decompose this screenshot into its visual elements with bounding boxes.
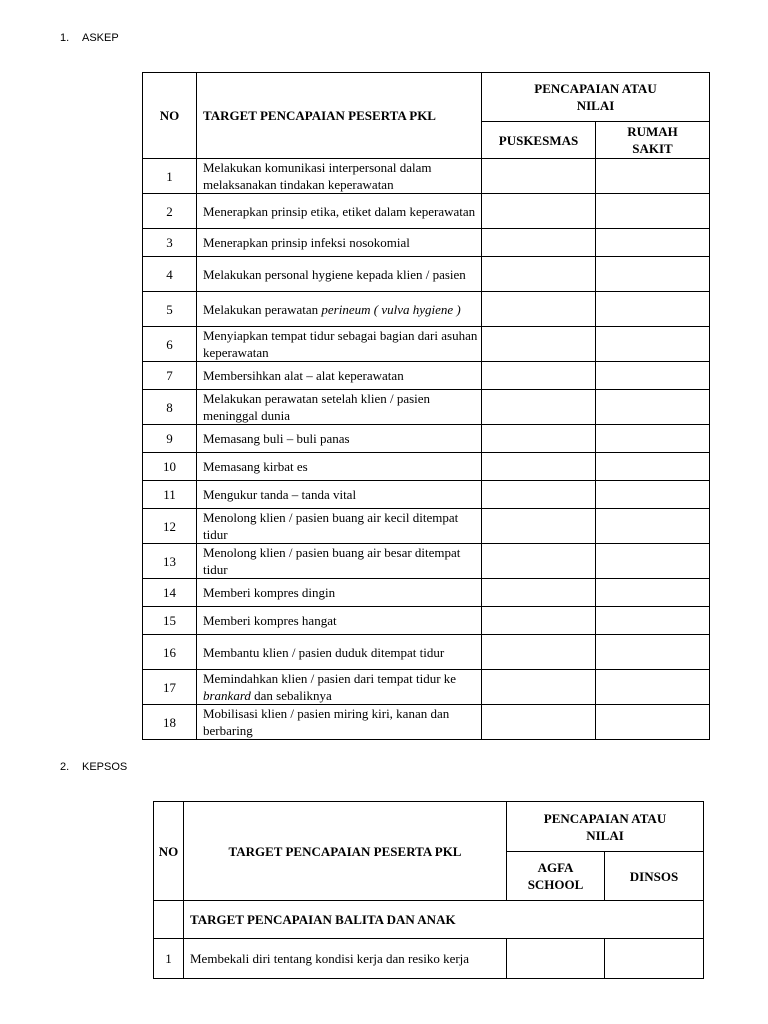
row-number: 10 <box>143 453 197 481</box>
score-cell-2 <box>596 579 710 607</box>
header-dinsos: DINSOS <box>605 852 704 901</box>
score-cell-2 <box>596 635 710 670</box>
score-cell-1 <box>482 362 596 390</box>
row-number: 9 <box>143 425 197 453</box>
row-target-text: Melakukan komunikasi interpersonal dalam melaksanakan tindakan keperawatan <box>197 159 482 194</box>
table-row <box>143 425 710 453</box>
score-cell-1 <box>482 159 596 194</box>
table-row <box>143 481 710 509</box>
row-target-text: Menyiapkan tempat tidur sebagai bagian dari asuhan keperawatan <box>197 327 482 362</box>
section-1-heading <box>60 32 119 44</box>
row-target-text <box>197 292 482 327</box>
score-cell-1 <box>482 705 596 740</box>
row-target-text: Memberi kompres hangat <box>197 607 482 635</box>
table-row <box>143 635 710 670</box>
table-row <box>143 607 710 635</box>
score-cell-2 <box>596 362 710 390</box>
row-target-text: Menerapkan prinsip infeksi nosokomial <box>197 229 482 257</box>
subheading-balita-anak: TARGET PENCAPAIAN BALITA DAN ANAK <box>184 901 704 939</box>
score-cell-2 <box>596 194 710 229</box>
header-no: NO <box>143 73 197 159</box>
table-row <box>143 229 710 257</box>
row-text-part: Melakukan perawatan <box>203 301 322 317</box>
table-row <box>143 390 710 425</box>
score-cell-2 <box>596 670 710 705</box>
header-rumah-sakit: RUMAH SAKIT <box>596 122 710 159</box>
row-number: 16 <box>143 635 197 670</box>
subheading-row <box>154 901 704 939</box>
header-target: TARGET PENCAPAIAN PESERTA PKL <box>197 73 482 159</box>
header-pencapaian-2: PENCAPAIAN ATAU NILAI <box>507 802 704 852</box>
row-target-text: Menolong klien / pasien buang air besar ditempat tidur <box>197 544 482 579</box>
row-target-text: Melakukan personal hygiene kepada klien / pasien <box>197 257 482 292</box>
score-cell-1 <box>482 607 596 635</box>
header-agfa-school: AGFA SCHOOL <box>507 852 605 901</box>
row-number: 18 <box>143 705 197 740</box>
score-cell-1 <box>482 635 596 670</box>
score-cell-1 <box>482 453 596 481</box>
row-target-text: Memasang kirbat es <box>197 453 482 481</box>
table-row <box>143 257 710 292</box>
row-number: 13 <box>143 544 197 579</box>
score-cell-2 <box>596 159 710 194</box>
table-row <box>143 159 710 194</box>
score-cell-2 <box>596 453 710 481</box>
header-no-2: NO <box>154 802 184 901</box>
section-1-title: ASKEP <box>82 32 119 44</box>
score-cell-2 <box>596 705 710 740</box>
askep-rows <box>143 159 710 740</box>
score-cell-1 <box>482 425 596 453</box>
table-row <box>143 670 710 705</box>
score-cell-1 <box>507 939 605 979</box>
score-cell-2 <box>596 509 710 544</box>
row-number: 12 <box>143 509 197 544</box>
table-row <box>143 362 710 390</box>
row-target-text: Mengukur tanda – tanda vital <box>197 481 482 509</box>
score-cell-2 <box>596 257 710 292</box>
score-cell-1 <box>482 194 596 229</box>
row-target-text: Memasang buli – buli panas <box>197 425 482 453</box>
score-cell-1 <box>482 670 596 705</box>
score-cell-1 <box>482 292 596 327</box>
table-row <box>143 509 710 544</box>
row-text-part: Memindahkan klien / pasien dari tempat tidur ke <box>203 671 457 686</box>
row-text-part: dan sebaliknya <box>250 688 332 703</box>
kepsos-table <box>153 801 704 979</box>
table-row <box>154 939 704 979</box>
score-cell-1 <box>482 579 596 607</box>
score-cell-2 <box>596 292 710 327</box>
header-row-2 <box>154 802 704 852</box>
section-2-heading <box>60 761 127 773</box>
table-row <box>143 327 710 362</box>
score-cell-1 <box>482 327 596 362</box>
section-2-title: KEPSOS <box>82 761 128 773</box>
score-cell-2 <box>596 425 710 453</box>
score-cell-1 <box>482 509 596 544</box>
askep-table <box>142 72 710 740</box>
header-target-2: TARGET PENCAPAIAN PESERTA PKL <box>184 802 507 901</box>
table-row <box>143 292 710 327</box>
row-number: 15 <box>143 607 197 635</box>
row-target-text: Membantu klien / pasien duduk ditempat tidur <box>197 635 482 670</box>
table-row <box>143 705 710 740</box>
score-cell-1 <box>482 544 596 579</box>
row-target-text: Membersihkan alat – alat keperawatan <box>197 362 482 390</box>
table-row <box>143 453 710 481</box>
score-cell-2 <box>596 390 710 425</box>
table-row <box>143 579 710 607</box>
score-cell-2 <box>596 481 710 509</box>
row-number: 7 <box>143 362 197 390</box>
table-row <box>143 194 710 229</box>
header-puskesmas: PUSKESMAS <box>482 122 596 159</box>
row-text-italic: brankard <box>203 688 251 703</box>
score-cell-2 <box>596 607 710 635</box>
row-number: 6 <box>143 327 197 362</box>
row-target-text: Membekali diri tentang kondisi kerja dan resiko kerja <box>184 939 507 979</box>
subheading-no-cell <box>154 901 184 939</box>
row-target-text: Memberi kompres dingin <box>197 579 482 607</box>
row-target-text: Menolong klien / pasien buang air kecil ditempat tidur <box>197 509 482 544</box>
score-cell-2 <box>596 229 710 257</box>
kepsos-rows <box>154 939 704 979</box>
row-number: 11 <box>143 481 197 509</box>
row-target-text: Menerapkan prinsip etika, etiket dalam keperawatan <box>197 194 482 229</box>
row-number: 3 <box>143 229 197 257</box>
score-cell-1 <box>482 257 596 292</box>
score-cell-2 <box>605 939 704 979</box>
score-cell-1 <box>482 481 596 509</box>
row-number: 2 <box>143 194 197 229</box>
section-2-number: 2. <box>60 761 70 773</box>
score-cell-1 <box>482 229 596 257</box>
row-number: 5 <box>143 292 197 327</box>
score-cell-2 <box>596 327 710 362</box>
row-target-text <box>197 670 482 705</box>
section-1-number: 1. <box>60 32 70 44</box>
row-number: 14 <box>143 579 197 607</box>
header-row <box>143 73 710 122</box>
score-cell-1 <box>482 390 596 425</box>
row-text-italic: perineum ( vulva hygiene ) <box>321 301 461 317</box>
row-number: 1 <box>154 939 184 979</box>
row-number: 8 <box>143 390 197 425</box>
table-row <box>143 544 710 579</box>
row-number: 1 <box>143 159 197 194</box>
row-number: 4 <box>143 257 197 292</box>
row-number: 17 <box>143 670 197 705</box>
row-target-text: Melakukan perawatan setelah klien / pasien meninggal dunia <box>197 390 482 425</box>
header-pencapaian: PENCAPAIAN ATAU NILAI <box>482 73 710 122</box>
score-cell-2 <box>596 544 710 579</box>
row-target-text: Mobilisasi klien / pasien miring kiri, kanan dan berbaring <box>197 705 482 740</box>
